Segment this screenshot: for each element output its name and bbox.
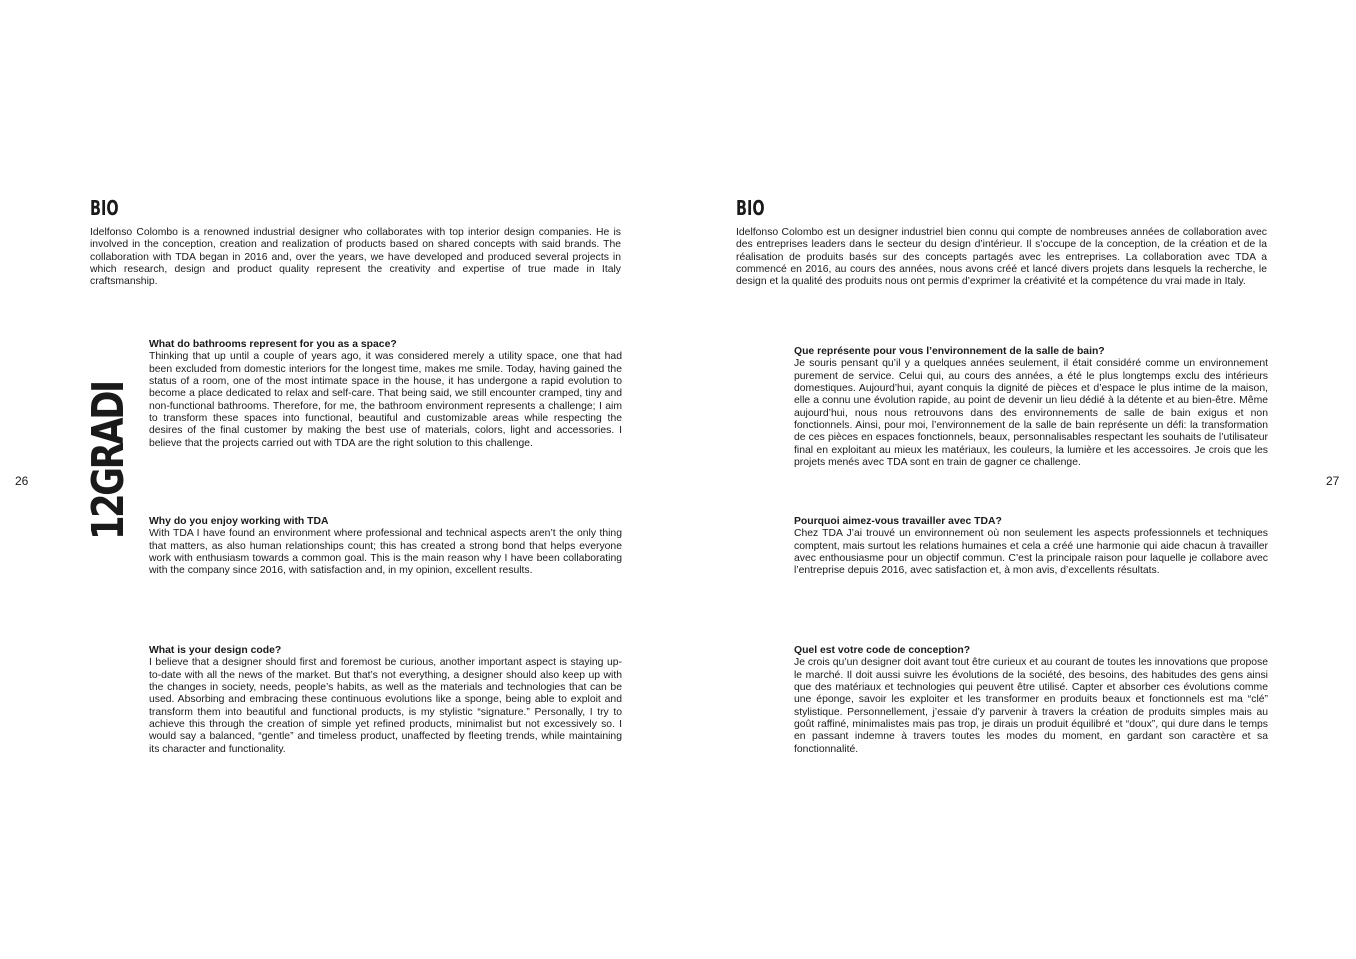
answer: Je souris pensant qu’il y a quelques années seulement, il était considéré comme un environnement purement de service. Celui qui, au cours des années, a été le plus longtemps exclu des intérieurs domestiques. Aujourd’hui, ayant conquis la dignité de pièces et d’espace le plus intime de la maison, elle a connu une évolution rapide, au point de devenir un lieu dédié à la détente et au bien-être. Même aujourd’hui, nous nous retrouvons dans des environnements de salle de bain exigus et non fonctionnels. Ainsi, pour moi, l’environnement de la salle de bain représente un défi: la transformation de ces pièces en espaces fonctionnels, beaux, personnalisables respectant les souhaits de l’utilisateur final en exploitant au mieux les matériaux, les couleurs, la lumière et les accessoires. Je crois que les projets menés avec TDA sont en train de gagner ce challenge. [794,358,1268,469]
question: What do bathrooms represent for you as a space? [149,339,397,350]
right-page [678,0,1356,959]
qa-block [794,516,1268,578]
qa-block [149,339,622,450]
answer: I believe that a designer should first and foremost be curious, another important aspect is staying up-to-date with all the news of the market. But that’s not everything, a designer should also keep up with the changes in society, needs, people’s habits, as well as the materials and technologies that can be used. Absorbing and embracing these continuous evolutions like a sponge, being able to exploit and transform them into beautiful and functional products, is my stylistic “signature.” Personally, I try to achieve this through the creation of simple yet refined products, minimalist but not excessively so. I would say a balanced, “gentle” and timeless product, unaffected by fleeting trends, while maintaining its character and functionality. [149,657,622,755]
question: Why do you enjoy working with TDA [149,516,329,527]
question: Pourquoi aimez-vous travailler avec TDA? [794,516,1002,527]
bio-title: BIO [90,196,119,220]
bio-text: Idelfonso Colombo est un designer industriel bien connu qui compte de nombreuses années de collaboration avec des entreprises leaders dans le secteur du design d’intérieur. Il s’occupe de la conception, de la création et de la réalisation de produits basés sur des concepts partagés avec les entreprises. La collaboration avec TDA a commencé en 2016, au cours des années, nous avons créé et lancé divers projets dans lesquels la recherche, le design et la qualité des produits nous ont permis d’exprimer la créativité et la compétence du vrai made in Italy. [736,227,1267,288]
bio-text: Idelfonso Colombo is a renowned industrial designer who collaborates with top interior design companies. He is involved in the conception, creation and realization of products based on shared concepts with said brands. The collaboration with TDA began in 2016 and, over the years, we have developed and produced several projects in which research, design and product quality represent the creativity and expertise of true made in Italy craftsmanship. [90,227,621,288]
question: Quel est votre code de conception? [794,645,971,656]
question: What is your design code? [149,645,282,656]
qa-block [149,516,622,578]
answer: Je crois qu’un designer doit avant tout être curieux et au courant de toutes les innovations que propose le marché. Il doit aussi suivre les évolutions de la société, des besoins, des habitudes des gens ainsi que des matériaux et technologies qui peuvent être utilisé. Capter et absorber ces évolutions comme une éponge, savoir les exploiter et les transformer en produits beaux et fonctionnels est ma “clé” stylistique. Personnellement, j’essaie d’y parvenir à travers la création de produits simples mais au goût raffiné, minimalistes mais pas trop, je dirais un produit équilibré et “doux”, qui dure dans le temps en passant indemne à travers toutes les modes du moment, en gardant son caractère et sa fonctionnalité. [794,657,1268,755]
question: Que représente pour vous l’environnement de la salle de bain? [794,346,1105,357]
qa-block [794,645,1268,756]
brand-text: 12GRADI [83,382,134,540]
bio-title: BIO [736,196,765,220]
answer: Thinking that up until a couple of years ago, it was considered merely a utility space, one that had been excluded from domestic interiors for the longest time, makes me smile. Today, having gained the status of a room, one of the most intimate space in the house, it has undergone a rapid evolution to become a place dedicated to relax and self-care. That being said, we still encounter cramped, tiny and non-functional bathrooms. Therefore, for me, the bathroom environment represents a challenge; I aim to transform these spaces into functional, beautiful and customizable areas while respecting the desires of the final customer by making the best use of materials, colors, light and accessories. I believe that the projects carried out with TDA are the right solution to this challenge. [149,351,622,449]
qa-block [149,645,622,756]
qa-block [794,346,1268,469]
brand-logo [83,343,134,540]
page-number: 27 [1326,474,1340,488]
page-number: 26 [15,474,29,488]
answer: Chez TDA J’ai trouvé un environnement où non seulement les aspects professionnels et techniques comptent, mais surtout les relations humaines et cela a créé une harmonie qui aide chacun à travailler avec enthousiasme pour un objectif commun. C’est la principale raison pour laquelle je collabore avec l’entreprise depuis 2016, avec satisfaction et, à mon avis, d’excellents résultats. [794,528,1268,577]
answer: With TDA I have found an environment where professional and technical aspects aren’t the only thing that matters, as also human relationships count; this has created a strong bond that helps everyone work with enthusiasm towards a common goal. This is the main reason why I have been collaborating with the company since 2016, with satisfaction and, in my opinion, excellent results. [149,528,622,577]
